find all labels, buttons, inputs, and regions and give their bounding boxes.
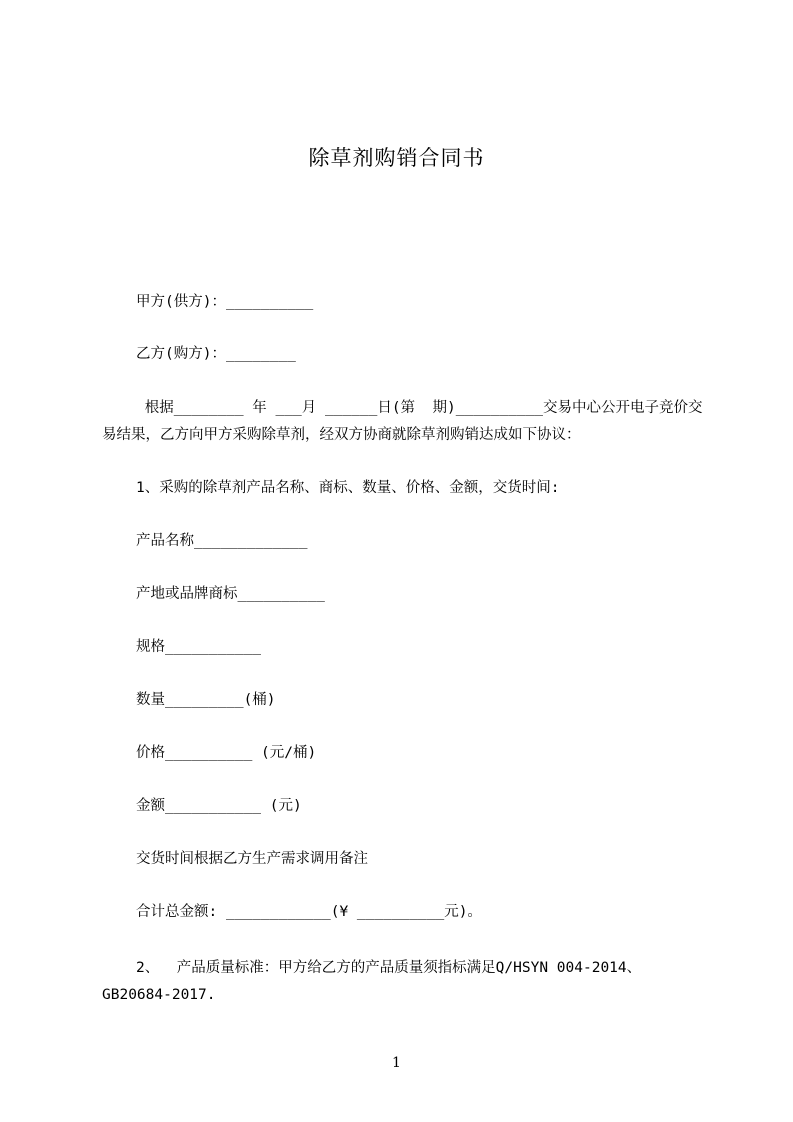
origin-brand-field: 产地或品牌商标__________ bbox=[136, 586, 325, 602]
delivery-line: 交货时间根据乙方生产需求调用备注 bbox=[136, 851, 368, 867]
product-name-field: 产品名称_____________ bbox=[136, 533, 308, 549]
spec-field: 规格___________ bbox=[136, 639, 262, 655]
clause-1-heading: 1、采购的除草剂产品名称、商标、数量、价格、金额，交货时间: bbox=[136, 480, 560, 496]
intro-line-1: 根据________ 年 ___月 ______日(第 期)__________交易中心公开电子竞价交 bbox=[136, 400, 703, 416]
document-title: 除草剂购销合同书 bbox=[308, 146, 485, 170]
intro-line-2: 易结果，乙方向甲方采购除草剂，经双方协商就除草剂购销达成如下协议： bbox=[102, 427, 581, 443]
amount-field: 金额___________ (元) bbox=[136, 798, 302, 814]
total-amount-field: 合计总金额: ____________(¥ __________元)。 bbox=[136, 904, 482, 920]
clause-2-line-1: 2、 产品质量标准：甲方给乙方的产品质量须指标满足Q/HSYN 004-2014、 bbox=[136, 960, 642, 976]
party-a-line: 甲方(供方)：__________ bbox=[136, 294, 314, 310]
clause-2-line-2: GB20684-2017. bbox=[102, 987, 216, 1003]
page-number: 1 bbox=[392, 1055, 401, 1071]
party-b-line: 乙方(购方)：________ bbox=[136, 346, 296, 362]
price-field: 价格__________ (元/桶) bbox=[136, 745, 317, 761]
quantity-field: 数量_________(桶) bbox=[136, 692, 276, 708]
